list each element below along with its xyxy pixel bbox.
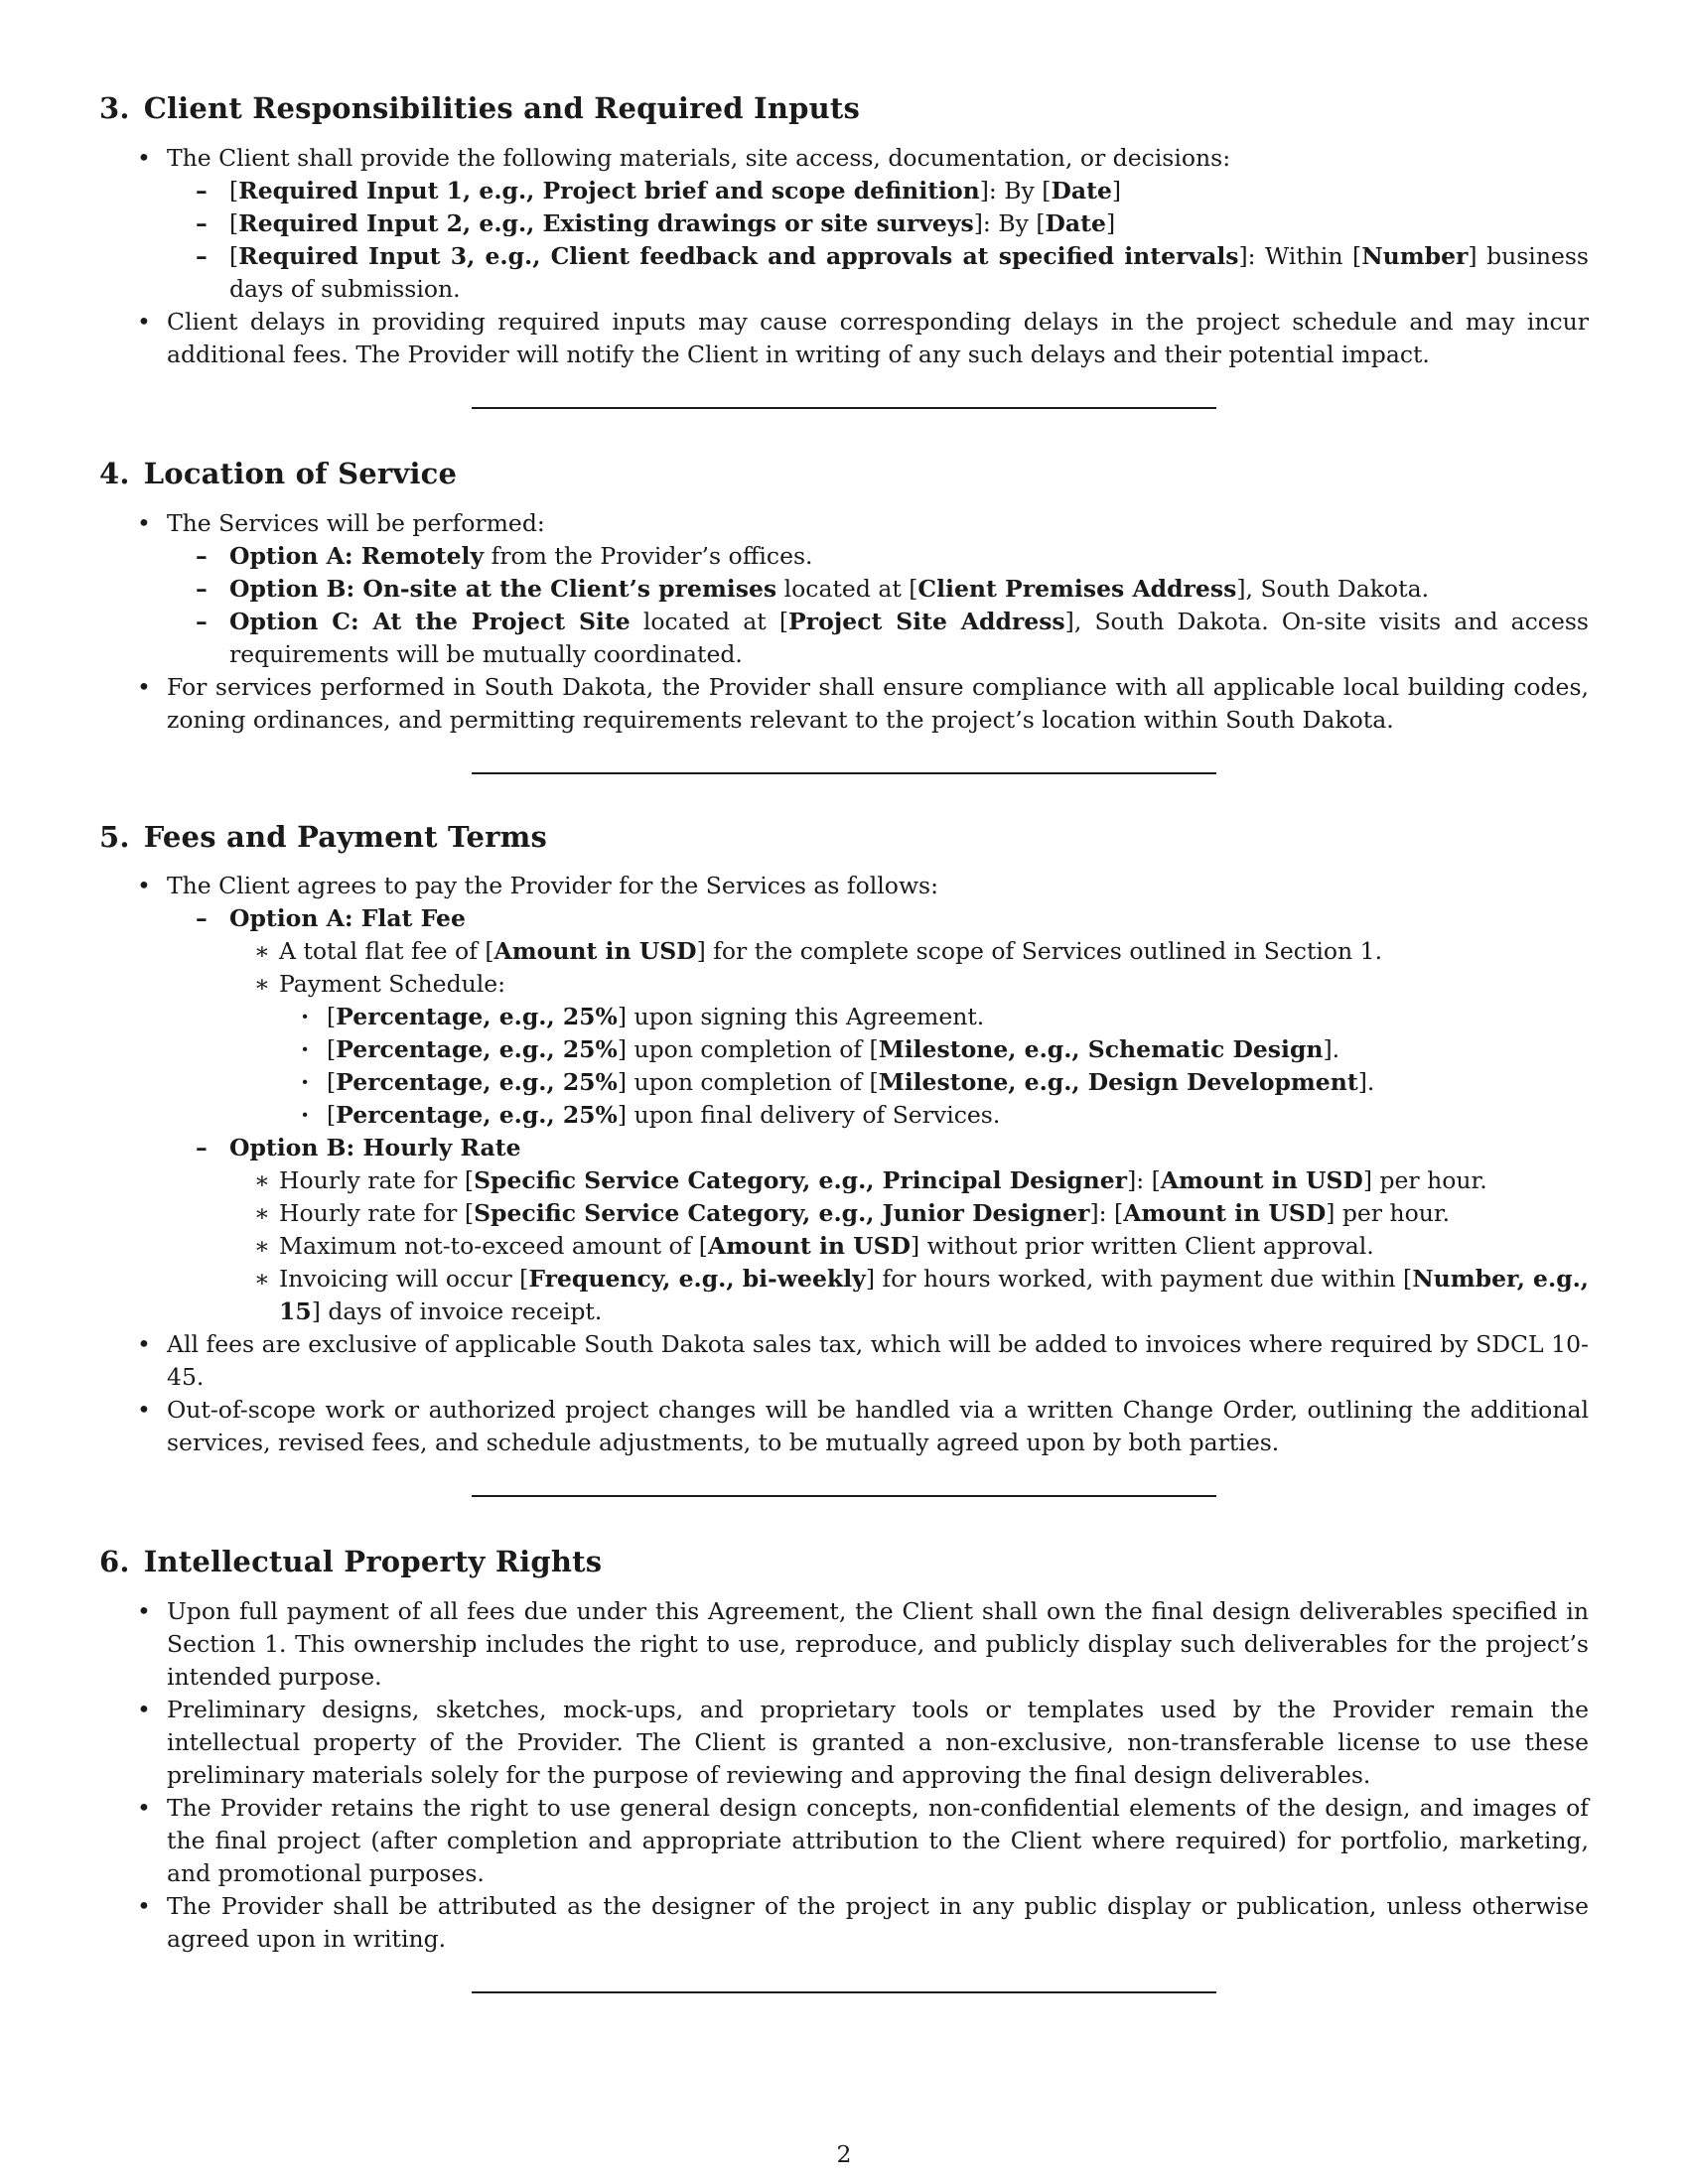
section-divider — [472, 1991, 1216, 1993]
section-heading: 6. Intellectual Property Rights — [99, 1545, 603, 1579]
hourly-rate-item: ∗ Hourly rate for [Specific Service Category, e.g., Principal Designer]: [Amount in USD] per hour. — [99, 1164, 1589, 1197]
location-option: – Option C: At the Project Site located at [Project Site Address], South Dakota. On-site visits and access requirements will be mutually coordinated. — [99, 606, 1589, 671]
section-location-of-service — [99, 457, 1589, 774]
payment-schedule-item: · [Percentage, e.g., 25%] upon signing this Agreement. — [99, 1001, 1589, 1033]
required-input-item: – [Required Input 3, e.g., Client feedback and approvals at specified intervals]: Within [Number] business days of submission. — [99, 240, 1589, 306]
required-input-item: – [Required Input 1, e.g., Project brief and scope definition]: By [Date] — [99, 175, 1589, 207]
section-heading: 5. Fees and Payment Terms — [99, 819, 548, 854]
payment-schedule-item: · [Percentage, e.g., 25%] upon final delivery of Services. — [99, 1099, 1589, 1132]
bullet-item: • Upon full payment of all fees due under this Agreement, the Client shall own the final design deliverables specified in Section 1. This ownership includes the right to use, reproduce, and publicly display such deliverables for the project’s intended purpose. — [99, 1595, 1589, 1694]
payment-schedule-item: · [Percentage, e.g., 25%] upon completion of [Milestone, e.g., Schematic Design]. — [99, 1033, 1589, 1066]
section-intellectual-property — [99, 1545, 1589, 1993]
bullet-item: • Client delays in providing required inputs may cause corresponding delays in the project schedule and may incur additional fees. The Provider will notify the Client in writing of any such delays and their potential impact. — [99, 306, 1589, 371]
payment-option-label: – Option A: Flat Fee — [99, 902, 1589, 935]
flat-fee-item: ∗ A total flat fee of [Amount in USD] for the complete scope of Services outlined in Section 1. — [99, 935, 1589, 968]
required-input-item: – [Required Input 2, e.g., Existing drawings or site surveys]: By [Date] — [99, 207, 1589, 240]
hourly-rate-item: ∗ Maximum not-to-exceed amount of [Amount in USD] without prior written Client approval. — [99, 1230, 1589, 1263]
section-client-responsibilities — [99, 91, 1589, 409]
payment-schedule-label: ∗ Payment Schedule: — [99, 968, 1589, 1001]
location-option: – Option A: Remotely from the Provider’s offices. — [99, 540, 1589, 573]
bullet-item: • Out-of-scope work or authorized project changes will be handled via a written Change Order, outlining the additional services, revised fees, and schedule adjustments, to be mutually agreed upon by both parties. — [99, 1394, 1589, 1459]
bullet-item: • The Client agrees to pay the Provider for the Services as follows: — [99, 870, 1589, 902]
document-page — [99, 91, 1589, 1993]
section-divider — [472, 1495, 1216, 1497]
bullet-item: • For services performed in South Dakota, the Provider shall ensure compliance with all applicable local building codes, zoning ordinances, and permitting requirements relevant to the project’s location within South Dakota. — [99, 671, 1589, 737]
hourly-rate-item: ∗ Hourly rate for [Specific Service Category, e.g., Junior Designer]: [Amount in USD] per hour. — [99, 1197, 1589, 1230]
section-divider — [472, 772, 1216, 774]
payment-option-label: – Option B: Hourly Rate — [99, 1132, 1589, 1164]
bullet-item: • The Services will be performed: — [99, 507, 1589, 540]
section-heading: 4. Location of Service — [99, 456, 458, 490]
bullet-item: • Preliminary designs, sketches, mock-ups, and proprietary tools or templates used by the Provider remain the intellectual property of the Provider. The Client is granted a non-exclusive, non-transferable license to use these preliminary materials solely for the purpose of reviewing and approving the final design deliverables. — [99, 1694, 1589, 1792]
section-fees-and-payment — [99, 820, 1589, 1498]
hourly-rate-item: ∗ Invoicing will occur [Frequency, e.g., bi-weekly] for hours worked, with payment due within [Number, e.g., 15] days of invoice receipt. — [99, 1263, 1589, 1328]
bullet-item: • All fees are exclusive of applicable South Dakota sales tax, which will be added to invoices where required by SDCL 10-45. — [99, 1328, 1589, 1394]
bullet-item: • The Client shall provide the following materials, site access, documentation, or decisions: — [99, 142, 1589, 175]
section-divider — [472, 407, 1216, 409]
location-option: – Option B: On-site at the Client’s premises located at [Client Premises Address], South Dakota. — [99, 573, 1589, 606]
section-heading: 3. Client Responsibilities and Required Inputs — [99, 91, 860, 125]
page-number: 2 — [836, 2140, 852, 2168]
bullet-item: • The Provider shall be attributed as the designer of the project in any public display or publication, unless otherwise agreed upon in writing. — [99, 1890, 1589, 1956]
bullet-item: • The Provider retains the right to use general design concepts, non-confidential elements of the design, and images of the final project (after completion and appropriate attribution to the Client where required) for portfolio, marketing, and promotional purposes. — [99, 1792, 1589, 1890]
payment-schedule-item: · [Percentage, e.g., 25%] upon completion of [Milestone, e.g., Design Development]. — [99, 1066, 1589, 1099]
